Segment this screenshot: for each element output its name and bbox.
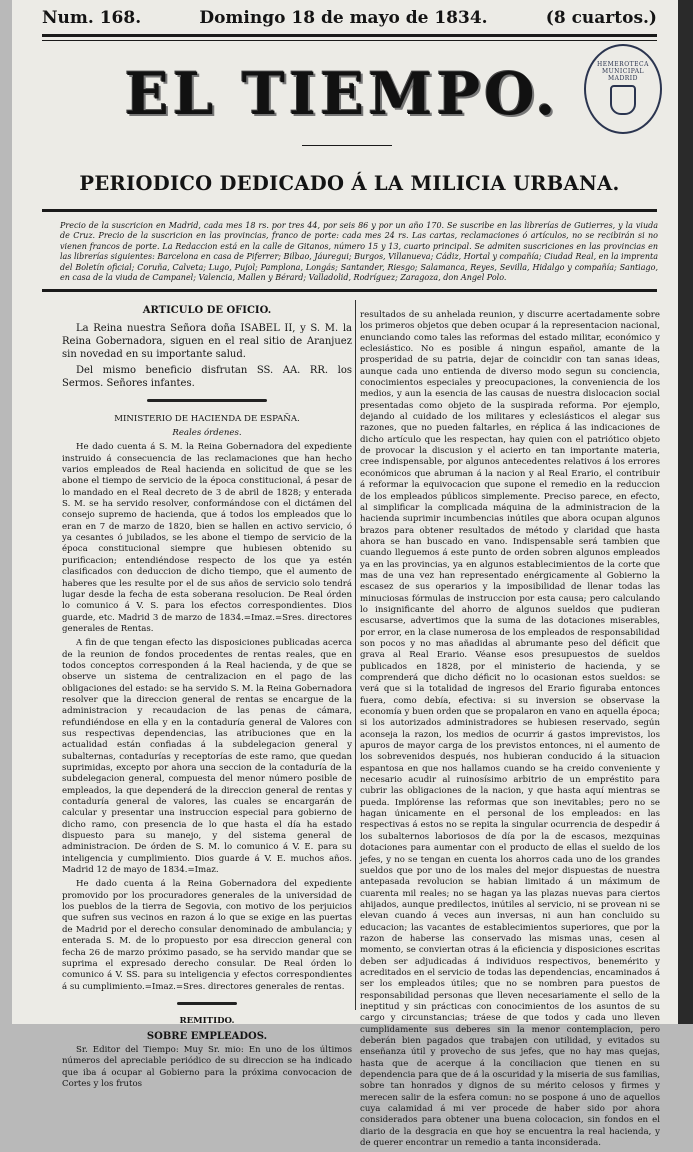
- heading-ministerio: MINISTERIO DE HACIENDA DE ESPAÑA.: [114, 413, 300, 424]
- paragraph-infantes: Del mismo beneficio disfrutan SS. AA. RR. los Sermos. Señores infantes.: [62, 365, 352, 390]
- subscription-prices: Precio de la suscricion en Madrid, cada mes 18 rs. por tres 44, por seis 86 y por un año 170. Se suscribe en las librerías de Gutierres, y la viuda de Cruz. Precio de la suscricion en las provincias, franco de porte: cada mes 24 rs. Las cartas, reclamaciones ó artículos, no se recibirán si no vienen francos de porte. La Redaccion está en la calle de Gitanos, número 15 y 13, cuarto principal. Se admiten suscriciones en las provincias en las librerías siguientes: Barcelona en casa de Piferrer; Bilbao, Jáuregui; Burgos, Villanueva; Cádiz, Hortal y compañía; Ciudad Real, en la imprenta del Boletín oficial; Coruña, Calveta; Lugo, Pujol; Pamplona, Longás; Santander, Riesgo; Salamanca, Reyes, Sevilla, Hidalgo y compañía; Santiago, en casa de la viuda de Campanel; Valencia, Mallen y Bérard; Valladolid, Rodríguez; Zaragoza, don Angel Polo.: [60, 221, 658, 283]
- heading-articulo-oficio: ARTICULO DE OFICIO.: [142, 305, 272, 316]
- column-divider: [355, 300, 356, 1010]
- paragraph-orden-2: A fin de que tengan efecto las disposiciones publicadas acerca de la reunion de fondos procedentes de rentas reales, que en todos conceptos corresponden á la Real hacienda, y de que se observe un sistema de centralizacion en el pago de las obligaciones del estado: se ha servido S. M. la Reina Gobernadora resolver que la direccion general de rentas se encargue de la administracion y recaudacion de las penas de cámara, refundiéndose en ella y en la contaduría general de Valores con sus respectivas dependencias, las atribuciones que en la actualidad están confiadas á la subdelegacion general y subalternas, contadurías y receptorías de este ramo, que quedan suprimidas, excepto por ahora una seccion de la contaduría de la subdelegacion general, compuesta del menor número posible de empleados, la que dependerá de la direccion general de rentas y contaduría general de valores, las cuales se encargarán de calcular y presentar una instruccion especial para gobierno de dicho ramo, con presencia de lo que hasta el día ha estado dispuesto para su manejo, y del sistema general de administracion. De órden de S. M. lo comunico á V. E. para su inteligencia y cumplimiento. Dios guarde á V. E. muchos años. Madrid 12 de mayo de 1834.=Imaz.: [62, 638, 352, 876]
- left-column: [62, 305, 352, 1093]
- scan-edge-shadow: [678, 0, 693, 1024]
- newspaper-page: [12, 0, 678, 1149]
- issue-price: (8 cuartos.): [545, 8, 657, 28]
- prices-rule: [42, 289, 657, 292]
- divider-ornament-2: [62, 999, 352, 1010]
- title-ornament: [302, 145, 392, 146]
- top-rule: [42, 34, 657, 37]
- paragraph-empleados-cont: resultados de su anhelada reunion, y discurre acertadamente sobre los primeros objetos que deben ocupar á la representacion nacional, enunciando como tales las reformas del estado militar, económico y eclesiástico. No es posible á ningun español, amante de la prosperidad de su patria, dejar de coincidir con tan sanas ideas, aunque cada uno entienda de diverso modo segun su conciencia, conocimientos especiales y preocupaciones, la conveniencia de los medios, y aun la esencia de las causas de nuestra dislocacion social presentadas como objeto de la suspirada reforma. Por ejemplo, dejando al cuidado de los militares y eclesiásticos el alegar sus razones, que no pueden faltarles, en réplica á las indicaciones de dicho artículo que les respectan, hay quien con el patriótico objeto de provocar la discusion y el acierto en tan importante materia, cree indispensable, por algunos antecedentes relativos á los errores económicos que abruman á la nacion y al Real Erario, el contribuir á reformar la equivocacion que supone el remedio en la reduccion de los empleados públicos simplemente. Preciso parece, en efecto, al simplificar la complicada máquina de la administracion de la hacienda suprimir incumbencias inútiles que abora ocupan algunos brazos para obtener resultados de método y claridad que hasta ahora se han buscado en vano. Indispensable será tambien que cuando lleguemos á este punto de orden sobren algunos empleados ya en las provincias, ya en algunos establecimientos de la corte que mas de una vez han representado enérgicamente al Gobierno la escasez de sus operarios y la imposibilidad de llenar todas las minuciosas fórmulas de instruccion por esta causa; pero calculando lo insignificante del ahorro de algunos sueldos que pudieran escusarse, advertimos que la suma de las dotaciones miserables, por error, en la clase numerosa de los empleados de responsabilidad son pocos y no mas añadidas al abrumante peso del déficit que grava al Real Erario. Véanse esos presupuestos de sueldos publicados en 1828, por el ministerio de hacienda, y se comprenderá que dicho déficit no lo ocasionan estos sueldos: se verá que si la totalidad de ingresos del Erario figuraba entonces fuera, como debía, efectiva: si su inversion se observase la economía y buen orden que se propalaron en vano en aquella época; si los autorizados administradores se hubiesen reservado, según aconseja la razon, los medios de ocurrir á gastos imprevistos, los apuros de mayor carga de los previstos entonces, ni el aumento de los sobrevenidos después, nos hubieran conducido á la situacion espantosa en que nos hallamos cuando se ha creido conveniente y necesario acudir al ruinosísimo arbitrio de un empréstito para cubrir las obligaciones de la nacion, y que hasta aquí mientras se pueda. Implórense las reformas que son inevitables; pero no se hagan únicamente en el personal de los empleados: en las respectivas á estos no se repita la singular ocurrencia de despedir á los subalternos laboriosos de día por la de escasos, mezquinas dotaciones para aumentar con el producto de ellas el sueldo de los jefes, y no se tengan en cuenta los ahorros cada uno de los grandes sueldos que por uno de los males del mejor dispuestas de nuestra antepasada revolucion se habian limitado á un máximum de cuarenta mil reales; no se hagan ya las plazas nuevas para ciertos ahijados, aunque predilectos, inútiles al servicio, ni se provean ni se elevan cuando á veces aun inversas, ni aun han concluido su educacion; las vacantes de establecimientos superiores, que por la razon de haberse las conservado las mismas unas, cesen al momento, se conviertan otras á la eficiencia y disposiciones escritas deben ser adjudicadas á individuos respectivos, benemérito y acreditados en el servicio de todas las dependencias, encaminados á ser los empleados útiles; que no se nombren para puestos de responsabilidad personas que lleven necesariamente el sello de la ineptitud y sin prácticas con conocimientos de los asuntos de su cargo y circunstancias; tráese de que todos y cada uno lleven cumplidamente sus deberes sin la menor contemplacion, pero deberán bien pagados que trabajen con utilidad, y evitados su enseñanza útil y provecho de sus jefes, que no hay mas quejas, hasta que de acerque á la conciliacion que tienen en su dependencia para que de á la oscuridad y la miseria de sus familias, sobre tan honrados y dignos de su mérito celosos y firmes y merecen salir de la esfera comun: no se pospone á uno de aquellos cuya calamidad á mi ver procede de haber sido por ahora considerados para obtener una buena colocacion, sin fondos en el diario de la desgracia en que hoy se encuentra la real hacienda, y de querer encontrar un remedio a tanta inconsiderada.: [360, 310, 660, 1149]
- issue-info-row: [42, 6, 657, 30]
- stamp-text: HEMEROTECA MUNICIPAL MADRID: [597, 60, 649, 82]
- paragraph-orden-3: He dado cuenta á la Reina Gobernadora del expediente promovido por los procuradores generales de la universidad de los pueblos de la tierra de Segovia, con motivo de los perjuicios que sufren sus vecinos en razon á lo que se exige en las puertas de Madrid por el derecho consular denominado de ambulancia; y enterada S. M. de lo propuesto por esa direccion general con fecha 26 de marzo próximo pasado, se ha servido mandar que se suprima el expresado derecho consular. De Real órden lo comunico á V. SS. para su inteligencia y efectos correspondientes á su cumplimiento.=Imaz.=Sres. directores generales de rentas.: [62, 879, 352, 992]
- subtitle-rule: [42, 209, 657, 212]
- paragraph-remitido: Sr. Editor del Tiempo: Muy Sr. mio: En uno de los últimos números del apreciable periódico de su direccion se ha indicado que iba á ocupar al Gobierno para la próxima convocacion de Cortes y los frutos: [62, 1044, 352, 1089]
- issue-number: Num. 168.: [42, 8, 142, 28]
- heading-sobre-empleados: SOBRE EMPLEADOS.: [146, 1030, 268, 1042]
- heading-reales-ordenes: Reales órdenes.: [172, 428, 242, 439]
- heading-remitido: REMITIDO.: [179, 1016, 235, 1027]
- library-stamp: [584, 44, 662, 134]
- crest-icon: [610, 85, 636, 115]
- right-column: [360, 310, 660, 1152]
- paragraph-salud: La Reina nuestra Señora doña ISABEL II, y S. M. la Reina Gobernadora, siguen en el real sitio de Aranjuez sin novedad en su importante salud.: [62, 323, 352, 361]
- paragraph-orden-1: He dado cuenta á S. M. la Reina Gobernadora del expediente instruido á consecuencia de las reclamaciones que han hecho varios empleados de Real hacienda en solicitud de que se les abone el tiempo de servicio de la época constitucional, á pesar de lo mandado en el Real decreto de 3 de abril de 1828; y enterada S. M. se ha servido resolver, conformándose con el dictámen del consejo supremo de hacienda, que á todos los empleados que lo eran en 7 de marzo de 1820, bien se hallen en activo servicio, ó ya cesantes ó jubilados, se les abone el tiempo de servicio de la época constitucional siempre que hubiesen obtenido su purificacion; entendiéndose respecto de los que ya estén clasificados con deduccion de dicho tiempo, que el aumento de haberes que les resulte por el de sus años de servicio solo tendrá lugar desde la fecha de esta soberana resolucion. De Real órden lo comunico á V. S. para los efectos correspondientes. Dios guarde, etc. Madrid 3 de marzo de 1834.=Imaz.=Sres. directores generales de Rentas.: [62, 442, 352, 634]
- top-rule-thin: [42, 40, 657, 41]
- issue-date: Domingo 18 de mayo de 1834.: [199, 8, 488, 28]
- newspaper-subtitle: PERIODICO DEDICADO Á LA MILICIA URBANA.: [79, 172, 620, 195]
- divider-ornament: [62, 396, 352, 407]
- newspaper-title: EL TIEMPO.: [124, 60, 560, 128]
